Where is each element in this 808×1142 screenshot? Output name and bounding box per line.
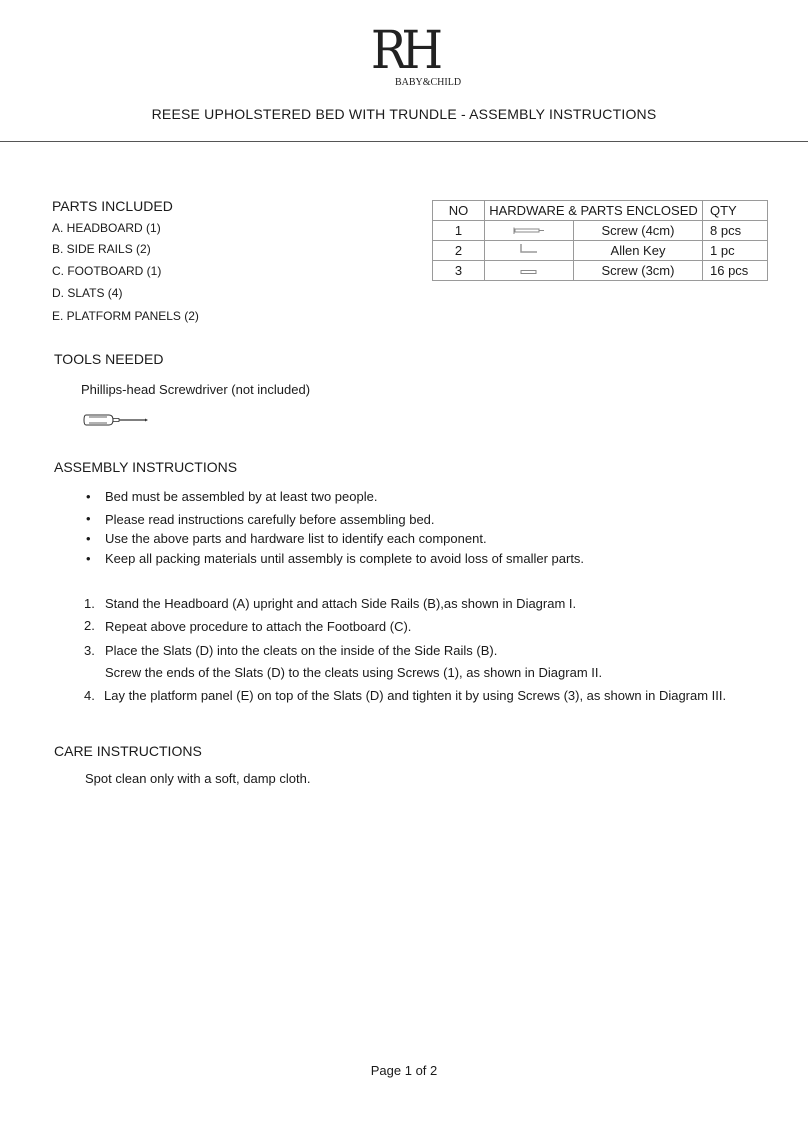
parts-item: D. SLATS (4) [52, 286, 123, 300]
document-title: REESE UPHOLSTERED BED WITH TRUNDLE - ASSEMBLY INSTRUCTIONS [151, 106, 657, 122]
row-qty: 1 pc [703, 241, 768, 261]
tools-needed-heading: TOOLS NEEDED [54, 351, 164, 367]
bullet-dot: • [86, 511, 91, 526]
row-qty: 16 pcs [703, 261, 768, 281]
bullet-item: Please read instructions carefully before assembling bed. [105, 512, 435, 527]
bullet-item: Keep all packing materials until assembly is complete to avoid loss of smaller parts. [105, 551, 585, 566]
row-no: 2 [433, 241, 485, 261]
hardware-table [432, 200, 768, 281]
table-row [433, 221, 768, 241]
row-qty: 8 pcs [703, 221, 768, 241]
bullet-dot: • [86, 489, 91, 504]
logo-subtitle: BABY&CHILD [394, 77, 462, 88]
row-no: 1 [433, 221, 485, 241]
table-row [433, 261, 768, 281]
row-name: Allen Key [574, 241, 703, 261]
step-text: Lay the platform panel (E) on top of the Slats (D) and tighten it by using Screws (3), as shown in Diagram III. [104, 688, 727, 703]
table-row [433, 241, 768, 261]
row-no: 3 [433, 261, 485, 281]
bullet-dot: • [86, 531, 91, 546]
bullet-dot: • [86, 551, 91, 566]
parts-item: E. PLATFORM PANELS (2) [52, 309, 199, 323]
care-text: Spot clean only with a soft, damp cloth. [85, 771, 311, 786]
row-name: Screw (4cm) [574, 221, 703, 241]
step-text: Stand the Headboard (A) upright and attach Side Rails (B),as shown in Diagram I. [105, 596, 577, 611]
step-number: 2. [84, 618, 95, 633]
screw-short-icon [485, 261, 574, 281]
step-text: Repeat above procedure to attach the Footboard (C). [105, 619, 412, 634]
header-no: NO [433, 201, 485, 221]
header-qty: QTY [703, 201, 768, 221]
header-hardware: HARDWARE & PARTS ENCLOSED [485, 201, 703, 221]
bullet-item: Bed must be assembled by at least two people. [105, 489, 378, 504]
step-text: Place the Slats (D) into the cleats on the inside of the Side Rails (B). [105, 643, 498, 658]
parts-item: A. HEADBOARD (1) [52, 221, 161, 235]
allen-key-icon [485, 241, 574, 261]
step-text: Screw the ends of the Slats (D) to the cleats using Screws (1), as shown in Diagram II. [105, 665, 603, 680]
assembly-instructions-heading: ASSEMBLY INSTRUCTIONS [54, 459, 238, 475]
header-divider [0, 141, 808, 142]
bullet-item: Use the above parts and hardware list to identify each component. [105, 531, 487, 546]
step-number: 4. [84, 688, 95, 703]
screw-long-icon [485, 221, 574, 241]
row-name: Screw (3cm) [574, 261, 703, 281]
brand-logo [0, 21, 808, 88]
tool-text: Phillips-head Screwdriver (not included) [81, 382, 311, 397]
parts-item: C. FOOTBOARD (1) [52, 264, 162, 278]
parts-item: B. SIDE RAILS (2) [52, 242, 151, 256]
step-number: 3. [84, 643, 95, 658]
page-number: Page 1 of 2 [370, 1063, 438, 1078]
step-number: 1. [84, 596, 95, 611]
logo-mark: RH [370, 21, 438, 81]
care-instructions-heading: CARE INSTRUCTIONS [54, 743, 202, 759]
table-header-row [433, 201, 768, 221]
screwdriver-icon [83, 413, 149, 432]
parts-included-heading: PARTS INCLUDED [52, 198, 173, 214]
